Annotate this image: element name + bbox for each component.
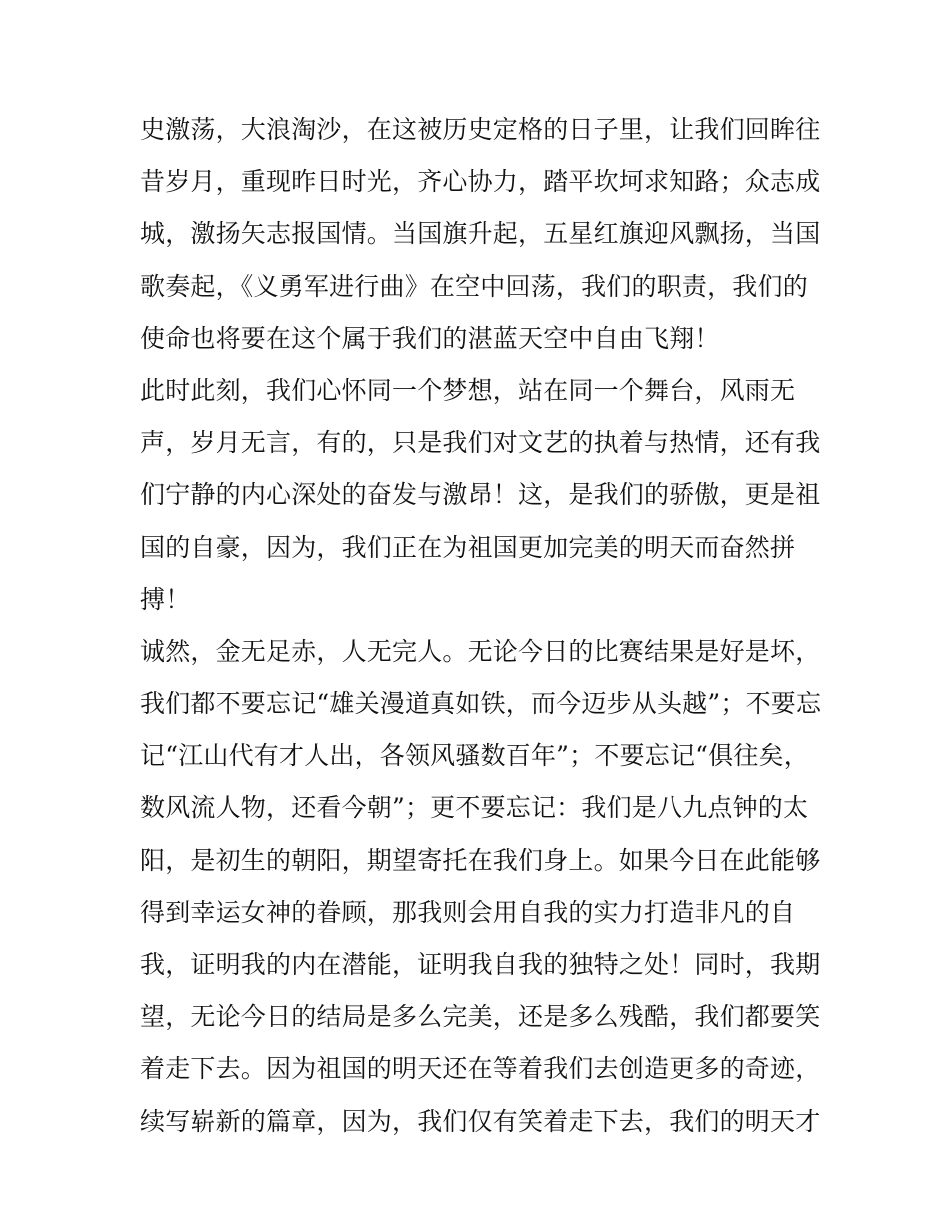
- text-line: 城，激扬矢志报国情。当国旗升起，五星红旗迎风飘扬，当国: [140, 219, 821, 249]
- text-line: 们宁静的内心深处的奋发与激昂！这，是我们的骄傲，更是祖: [140, 480, 821, 510]
- text-line: 搏！: [140, 584, 191, 614]
- text-line: 国的自豪，因为，我们正在为祖国更加完美的明天而奋然拼: [140, 532, 796, 562]
- text-line: 我们都不要忘记“雄关漫道真如铁，而今迈步从头越”；不要忘: [140, 689, 822, 719]
- text-line: 使命也将要在这个属于我们的湛蓝天空中自由飞翔！: [140, 323, 720, 353]
- text-line: 阳，是初生的朝阳，期望寄托在我们身上。如果今日在此能够: [140, 845, 821, 875]
- text-line: 此时此刻，我们心怀同一个梦想，站在同一个舞台，风雨无: [140, 375, 796, 405]
- text-line: 歌奏起，《义勇军进行曲》在空中回荡，我们的职责，我们的: [140, 271, 808, 301]
- text-line: 得到幸运女神的眷顾，那我则会用自我的实力打造非凡的自: [140, 897, 796, 927]
- text-line: 声，岁月无言，有的，只是我们对文艺的执着与热情，还有我: [140, 428, 821, 458]
- text-line: 望，无论今日的结局是多么完美，还是多么残酷，我们都要笑: [140, 1002, 821, 1032]
- text-line: 续写崭新的篇章，因为，我们仅有笑着走下去，我们的明天才: [140, 1106, 821, 1136]
- body-text: [140, 104, 820, 1148]
- text-line: 诚然，金无足赤，人无完人。无论今日的比赛结果是好是坏，: [140, 636, 821, 666]
- text-line: 我，证明我的内在潜能，证明我自我的独特之处！同时，我期: [140, 950, 821, 979]
- text-line: 记“江山代有才人出，各领风骚数百年”；不要忘记“俱往矣，: [140, 741, 809, 771]
- text-line: 着走下去。因为祖国的明天还在等着我们去创造更多的奇迹，: [140, 1054, 821, 1084]
- text-line: 数风流人物，还看今朝”；更不要忘记：我们是八九点钟的太: [140, 793, 809, 823]
- text-line: 史激荡，大浪淘沙，在这被历史定格的日子里，让我们回眸往: [140, 115, 821, 144]
- text-line: 昔岁月，重现昨日时光，齐心协力，踏平坎坷求知路；众志成: [140, 167, 821, 197]
